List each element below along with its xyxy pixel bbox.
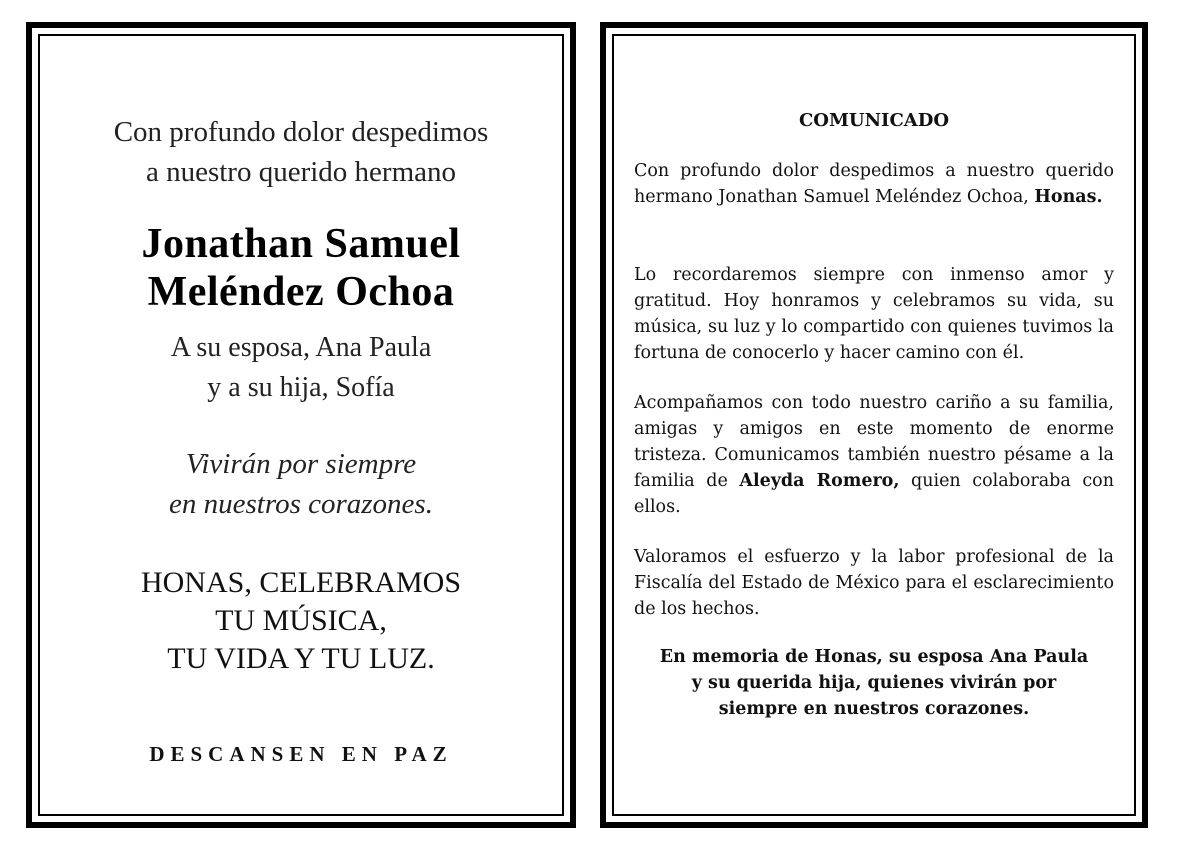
intro-line-1: Con profundo dolor despedimos — [113, 116, 489, 148]
closing-rip: DESCANSEN EN PAZ — [149, 742, 453, 766]
tribute-line-2: TU MÚSICA, — [215, 604, 387, 637]
family-dedication — [40, 328, 562, 408]
paragraph-5-memorial — [634, 644, 1114, 722]
paragraph-3 — [634, 390, 1114, 520]
family-line-1: A su esposa, Ana Paula — [170, 332, 432, 363]
tribute-line-1: HONAS, CELEBRAMOS — [140, 566, 462, 599]
p3-text-after: quien colaboraba con ellos. — [634, 471, 1114, 517]
card-inner-border — [38, 34, 564, 816]
p1-text: Con profundo dolor despedimos a nuestro querido hermano Jonathan Samuel Meléndez Ochoa, — [634, 161, 1114, 207]
p5-line-2: y su querida hija, quienes vivirán por — [691, 673, 1057, 693]
paragraph-4: Valoramos el esfuerzo y la labor profesional de la Fiscalía del Estado de México para el esclarecimiento de los hechos. — [634, 547, 1114, 619]
tribute-line-3: TU VIDA Y TU LUZ. — [167, 642, 435, 675]
name-line-1: Jonathan Samuel — [141, 221, 461, 267]
intro-text — [40, 112, 562, 192]
tribute-text — [40, 564, 562, 678]
intro-line-2: a nuestro querido hermano — [145, 156, 457, 188]
card-inner-border — [612, 34, 1136, 816]
motto-text — [40, 444, 562, 524]
paragraph-1 — [634, 158, 1114, 210]
motto-line-2: en nuestros corazones. — [169, 488, 433, 520]
p5-line-1: En memoria de Honas, su esposa Ana Paula — [659, 647, 1089, 667]
p1-bold: Honas. — [1034, 187, 1103, 207]
obituary-card-left — [26, 22, 576, 828]
p3-bold: Aleyda Romero, — [739, 471, 900, 491]
name-line-2: Meléndez Ochoa — [147, 269, 455, 315]
motto-line-1: Vivirán por siempre — [185, 448, 417, 480]
paragraph-2: Lo recordaremos siempre con inmenso amor y gratitud. Hoy honramos y celebramos su vida, su música, su luz y lo compartido con quienes tuvimos la fortuna de conocerlo y hacer camino con él. — [634, 265, 1114, 363]
communique-heading: COMUNICADO — [798, 110, 950, 131]
p3-text-before: Acompañamos con todo nuestro cariño a su familia, amigas y amigos en este momento de enorme tristeza. Comunicamos también nuestro pésame a la familia de — [634, 393, 1114, 491]
p5-line-3: siempre en nuestros corazones. — [718, 699, 1030, 719]
family-line-2: y a su hija, Sofía — [207, 372, 395, 403]
deceased-name — [40, 220, 562, 316]
communique-card-right — [600, 22, 1148, 828]
